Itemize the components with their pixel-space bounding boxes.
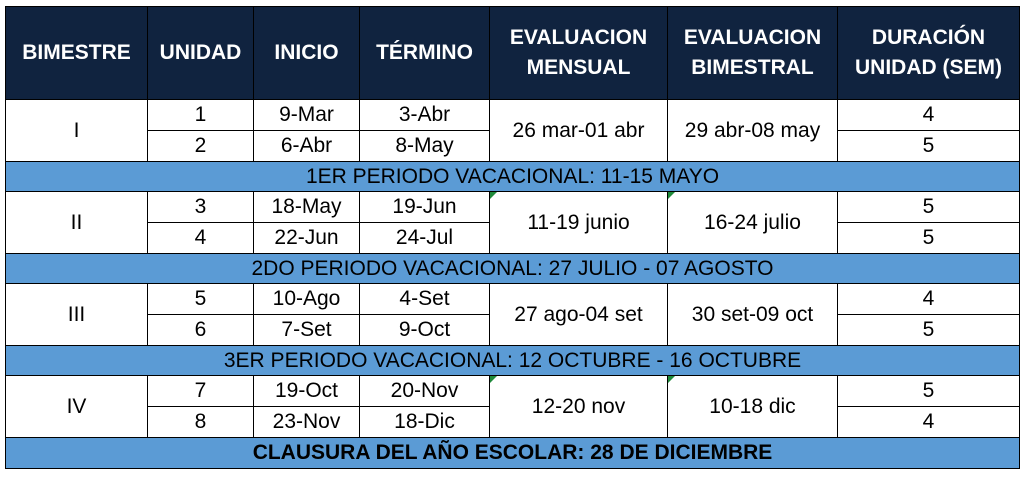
header-termino: TÉRMINO — [360, 7, 490, 100]
evaluacion-bimestral-cell: 29 abr-08 may — [668, 100, 838, 162]
evaluacion-mensual-cell: 12-20 nov — [490, 376, 668, 438]
table-row — [6, 376, 1020, 407]
inicio-cell: 22-Jun — [254, 223, 360, 254]
unidad-cell: 8 — [148, 407, 254, 438]
evaluacion-mensual-cell: 26 mar-01 abr — [490, 100, 668, 162]
termino-cell: 4-Set — [360, 284, 490, 315]
unidad-cell: 4 — [148, 223, 254, 254]
header-bimestre: BIMESTRE — [6, 7, 148, 100]
duracion-cell: 5 — [838, 223, 1020, 254]
vacation-period-band: 1ER PERIODO VACACIONAL: 11-15 MAYO — [6, 162, 1020, 192]
duracion-cell: 5 — [838, 376, 1020, 407]
bimestre-cell: I — [6, 100, 148, 162]
termino-cell: 24-Jul — [360, 223, 490, 254]
closing-band: CLAUSURA DEL AÑO ESCOLAR: 28 DE DICIEMBRE — [6, 438, 1020, 469]
duracion-cell: 4 — [838, 100, 1020, 131]
bimestre-cell: II — [6, 192, 148, 254]
unidad-cell: 5 — [148, 284, 254, 315]
inicio-cell: 19-Oct — [254, 376, 360, 407]
unidad-cell: 7 — [148, 376, 254, 407]
termino-cell: 8-May — [360, 131, 490, 162]
vacation-period-row — [6, 346, 1020, 376]
duracion-cell: 5 — [838, 192, 1020, 223]
termino-cell: 9-Oct — [360, 315, 490, 346]
duracion-cell: 5 — [838, 131, 1020, 162]
vacation-period-row — [6, 162, 1020, 192]
evaluacion-bimestral-cell: 16-24 julio — [668, 192, 838, 254]
termino-cell: 3-Abr — [360, 100, 490, 131]
inicio-cell: 7-Set — [254, 315, 360, 346]
termino-cell: 18-Dic — [360, 407, 490, 438]
closing-row — [6, 438, 1020, 469]
evaluacion-bimestral-cell: 10-18 dic — [668, 376, 838, 438]
unidad-cell: 6 — [148, 315, 254, 346]
inicio-cell: 6-Abr — [254, 131, 360, 162]
duracion-cell: 5 — [838, 315, 1020, 346]
vacation-period-band: 3ER PERIODO VACACIONAL: 12 OCTUBRE - 16 OCTUBRE — [6, 346, 1020, 376]
header-duracion-unidad: DURACIÓN UNIDAD (SEM) — [838, 7, 1020, 100]
vacation-period-row — [6, 254, 1020, 284]
evaluacion-mensual-cell: 27 ago-04 set — [490, 284, 668, 346]
duracion-cell: 4 — [838, 407, 1020, 438]
vacation-period-band: 2DO PERIODO VACACIONAL: 27 JULIO - 07 AGOSTO — [6, 254, 1020, 284]
inicio-cell: 23-Nov — [254, 407, 360, 438]
table-row — [6, 284, 1020, 315]
evaluacion-mensual-cell: 11-19 junio — [490, 192, 668, 254]
unidad-cell: 2 — [148, 131, 254, 162]
header-row — [6, 7, 1020, 100]
evaluacion-bimestral-cell: 30 set-09 oct — [668, 284, 838, 346]
unidad-cell: 1 — [148, 100, 254, 131]
table-row — [6, 192, 1020, 223]
bimestre-cell: III — [6, 284, 148, 346]
duracion-cell: 4 — [838, 284, 1020, 315]
inicio-cell: 9-Mar — [254, 100, 360, 131]
unidad-cell: 3 — [148, 192, 254, 223]
bimestre-cell: IV — [6, 376, 148, 438]
header-evaluacion-mensual: EVALUACION MENSUAL — [490, 7, 668, 100]
termino-cell: 19-Jun — [360, 192, 490, 223]
table-row — [6, 100, 1020, 131]
inicio-cell: 18-May — [254, 192, 360, 223]
header-evaluacion-bimestral: EVALUACION BIMESTRAL — [668, 7, 838, 100]
school-calendar-table — [5, 6, 1020, 469]
termino-cell: 20-Nov — [360, 376, 490, 407]
header-inicio: INICIO — [254, 7, 360, 100]
inicio-cell: 10-Ago — [254, 284, 360, 315]
header-unidad: UNIDAD — [148, 7, 254, 100]
